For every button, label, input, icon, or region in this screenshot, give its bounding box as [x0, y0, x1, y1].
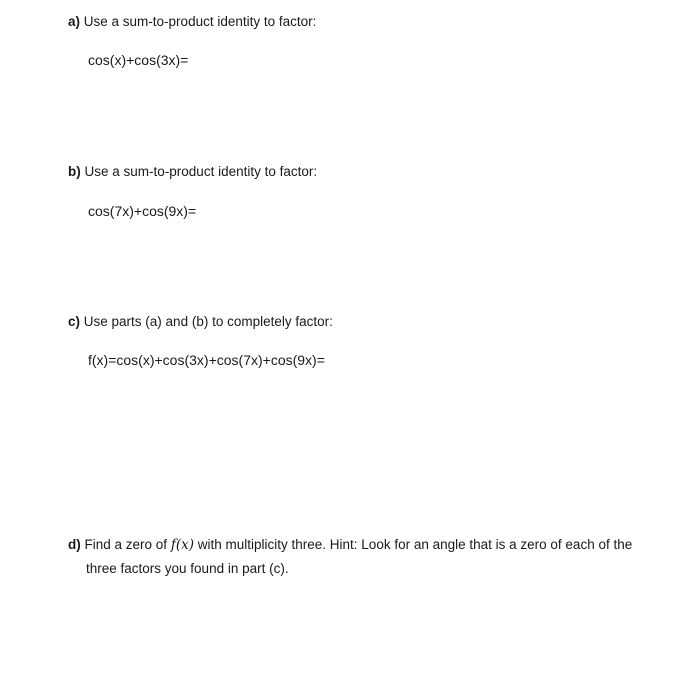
problem-d-letter: d): [68, 537, 81, 552]
problem-c-expression: [88, 352, 325, 368]
problem-d-text-after: with multiplicity three. Hint: Look for an angle that is a zero of each of the: [197, 537, 633, 552]
problem-b-expression: [88, 203, 196, 219]
problem-b-instruction: [68, 164, 317, 179]
problem-d-math: f(x): [170, 537, 194, 553]
problem-d-text-before: Find a zero of: [84, 537, 168, 552]
problem-a-text: Use a sum-to-product identity to factor:: [83, 14, 317, 29]
problem-d-instruction-line2: [86, 561, 289, 576]
problem-b-letter: b): [68, 164, 81, 179]
problem-a-math: cos(x)+cos(3x)=: [88, 52, 189, 68]
problem-a-letter: a): [68, 14, 81, 29]
problem-a-instruction: [68, 14, 316, 29]
problem-d-text-line2: three factors you found in part (c).: [86, 561, 289, 576]
problem-d-instruction: [68, 537, 632, 553]
problem-b-text: Use a sum-to-product identity to factor:: [84, 164, 318, 179]
problem-c-instruction: [68, 314, 333, 329]
problem-c-text: Use parts (a) and (b) to completely factor:: [83, 314, 333, 329]
problem-b-math: cos(7x)+cos(9x)=: [88, 203, 197, 219]
problem-c-math: f(x)=cos(x)+cos(3x)+cos(7x)+cos(9x)=: [88, 352, 325, 368]
problem-a-expression: [88, 52, 188, 68]
problem-c-letter: c): [68, 314, 81, 329]
